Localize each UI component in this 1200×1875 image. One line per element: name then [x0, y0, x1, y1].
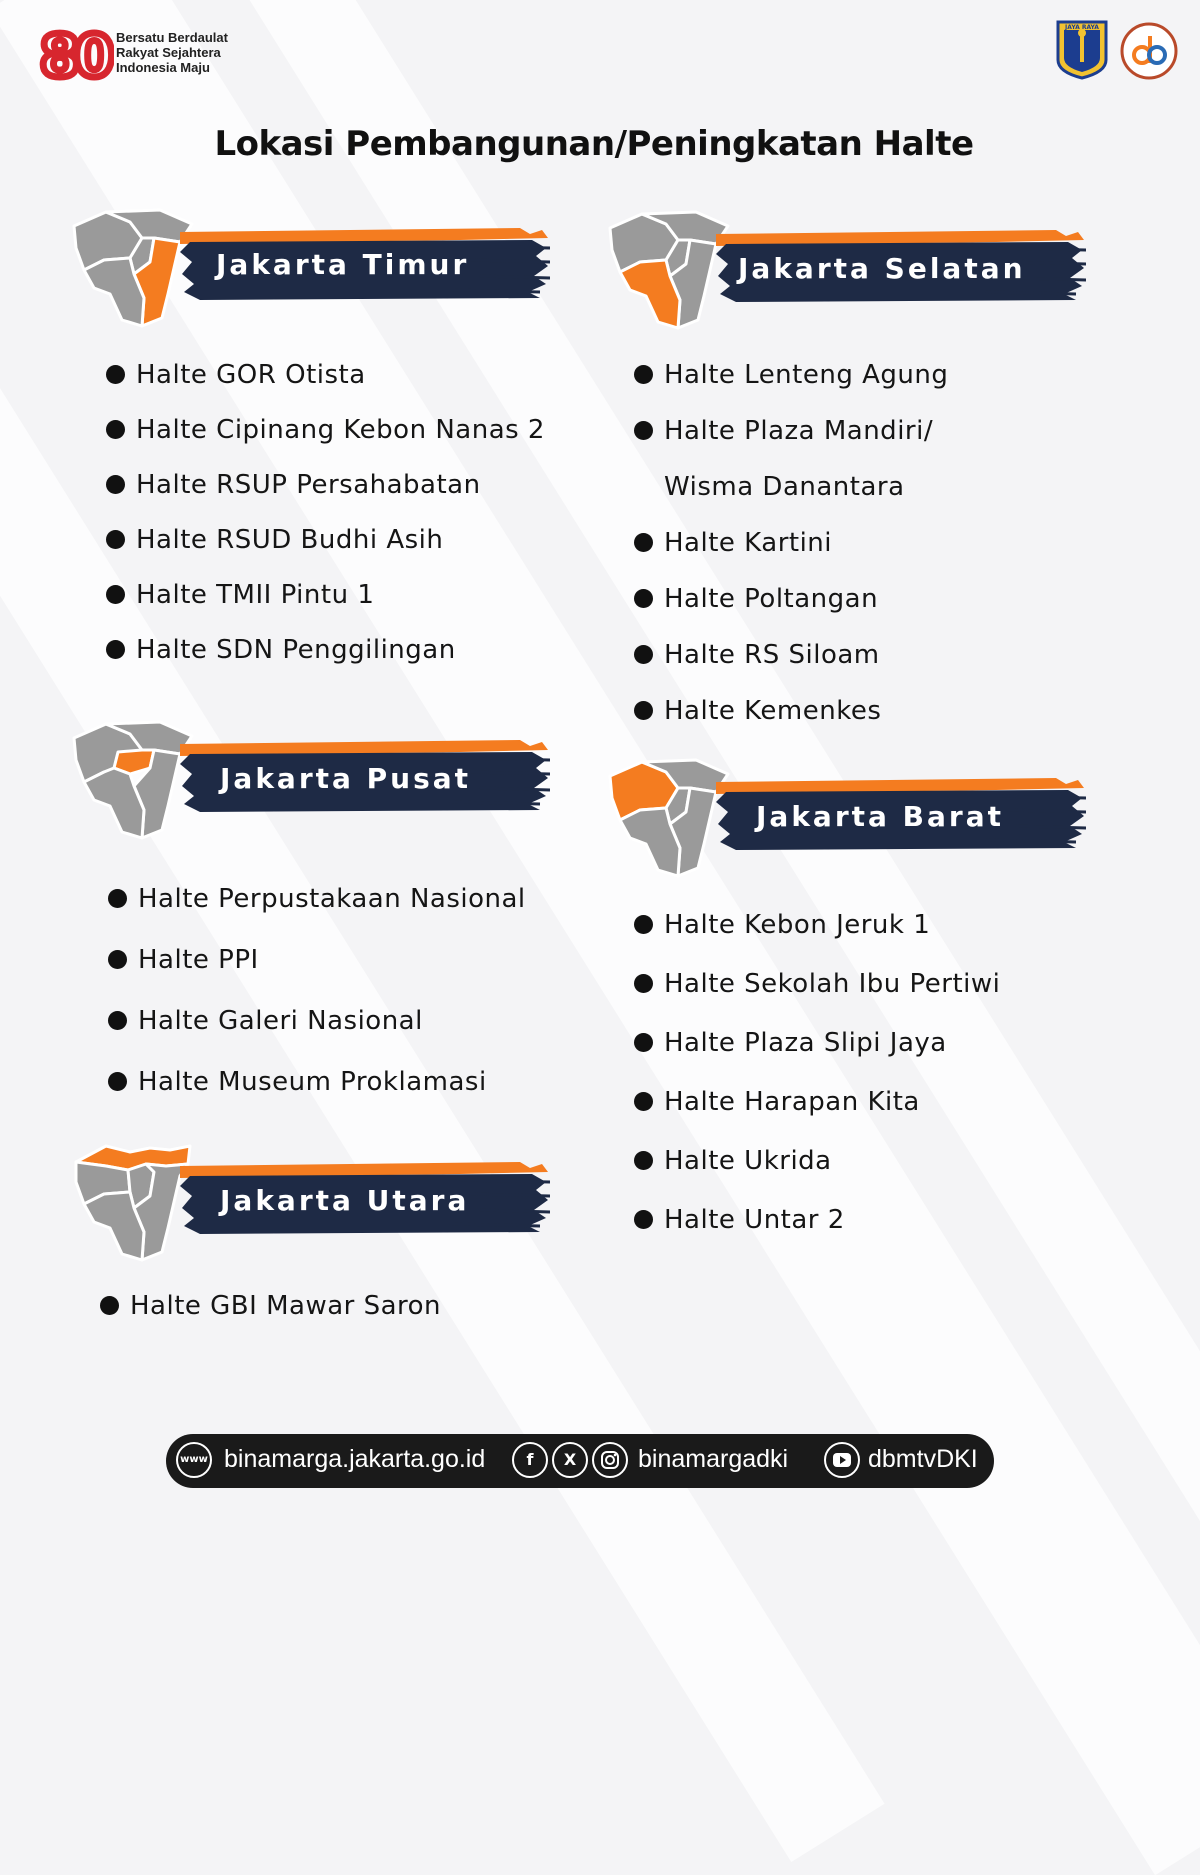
halte-name: Halte Perpustakaan Nasional: [138, 884, 526, 914]
region-jakarta-selatan: [606, 210, 1086, 340]
bullet-icon: [634, 1033, 653, 1052]
list-item: [106, 356, 545, 411]
halte-name: Halte GOR Otista: [136, 360, 366, 390]
list-item: [634, 1201, 1000, 1260]
halte-name: Halte Lenteng Agung: [664, 360, 949, 390]
bullet-icon: [634, 974, 653, 993]
halte-name: Halte RSUP Persahabatan: [136, 470, 481, 500]
tagline-line: Bersatu Berdaulat: [116, 30, 228, 45]
halte-name: Halte Poltangan: [664, 584, 879, 614]
list-item: [108, 941, 526, 1002]
bullet-icon: [108, 950, 127, 969]
list-item: [106, 631, 545, 686]
region-label: Jakarta Utara: [220, 1184, 470, 1217]
bullet-icon: [106, 640, 125, 659]
region-label: Jakarta Barat: [756, 800, 1004, 833]
bullet-icon: [108, 1072, 127, 1091]
list-item: [634, 580, 948, 636]
bullet-icon: [634, 645, 653, 664]
page-title: Lokasi Pembangunan/Peningkatan Halte: [214, 124, 974, 164]
list-item: [634, 1024, 1000, 1083]
list-item: [108, 1063, 526, 1124]
youtube-icon[interactable]: [824, 1442, 860, 1478]
x-icon[interactable]: X: [552, 1442, 588, 1478]
list-item: [634, 692, 948, 748]
halte-name: Halte SDN Penggilingan: [136, 635, 456, 665]
list-item: [106, 466, 545, 521]
bullet-icon: [106, 585, 125, 604]
halte-name: Halte Plaza Mandiri/: [664, 416, 934, 446]
list-item: [108, 1002, 526, 1063]
halte-name: Halte Harapan Kita: [664, 1087, 920, 1117]
bullet-icon: [634, 533, 653, 552]
halte-list-jakarta-timur: [106, 356, 545, 686]
region-label: Jakarta Timur: [216, 248, 470, 281]
halte-name: Halte Untar 2: [664, 1205, 845, 1235]
instagram-glyph: [600, 1450, 620, 1470]
halte-list-jakarta-barat: [634, 906, 1000, 1260]
region-jakarta-utara: [70, 1142, 550, 1272]
halte-name: Halte Kemenkes: [664, 696, 882, 726]
footer-bar: [166, 1434, 994, 1488]
facebook-icon[interactable]: f: [512, 1442, 548, 1478]
list-item: [634, 1083, 1000, 1142]
halte-name: Halte Sekolah Ibu Pertiwi: [664, 969, 1001, 999]
halte-name: Halte Kartini: [664, 528, 832, 558]
list-item: [634, 1142, 1000, 1201]
halte-name: Halte Ukrida: [664, 1146, 832, 1176]
www-icon[interactable]: www: [176, 1442, 212, 1478]
bullet-icon: [100, 1296, 119, 1315]
region-jakarta-barat: [606, 758, 1086, 888]
region-jakarta-pusat: [70, 720, 550, 850]
list-item: [106, 576, 545, 631]
instagram-icon[interactable]: [592, 1442, 628, 1478]
halte-list-jakarta-pusat: [108, 880, 526, 1124]
anniversary-80-logo: [34, 24, 114, 86]
tagline-line: Rakyat Sejahtera: [116, 45, 221, 60]
list-item-continuation: [634, 468, 948, 524]
halte-name: Halte Plaza Slipi Jaya: [664, 1028, 947, 1058]
bullet-icon: [106, 420, 125, 439]
bullet-icon: [106, 365, 125, 384]
list-item: [100, 1287, 441, 1327]
region-label: Jakarta Pusat: [220, 762, 472, 795]
youtube-handle[interactable]: dbmtvDKI: [868, 1445, 978, 1473]
list-item: [634, 356, 948, 412]
svg-text:JAYA RAYA: JAYA RAYA: [1065, 24, 1099, 31]
halte-name: Halte GBI Mawar Saron: [130, 1291, 442, 1321]
list-item: [634, 412, 948, 468]
bullet-icon: [634, 1092, 653, 1111]
halte-list-jakarta-selatan: [634, 356, 948, 748]
jakarta-emblem-icon: [1054, 20, 1110, 80]
youtube-glyph: [832, 1452, 852, 1468]
halte-name: Halte Museum Proklamasi: [138, 1067, 487, 1097]
bullet-icon: [634, 701, 653, 720]
list-item: [108, 880, 526, 941]
social-handle[interactable]: binamargadki: [638, 1445, 789, 1473]
db-logo-icon: [1120, 22, 1178, 80]
bullet-icon: [634, 365, 653, 384]
bullet-icon: [106, 475, 125, 494]
halte-list-jakarta-utara: [100, 1287, 441, 1327]
halte-name: Halte Kebon Jeruk 1: [664, 910, 931, 940]
halte-name: Halte Cipinang Kebon Nanas 2: [136, 415, 545, 445]
bullet-icon: [634, 589, 653, 608]
bullet-icon: [108, 1011, 127, 1030]
bullet-icon: [634, 1151, 653, 1170]
bullet-icon: [634, 915, 653, 934]
halte-name: Halte Galeri Nasional: [138, 1006, 423, 1036]
bullet-icon: [108, 889, 127, 908]
bullet-icon: [634, 421, 653, 440]
region-jakarta-timur: [70, 208, 550, 338]
halte-name: Halte PPI: [138, 945, 259, 975]
list-item: [106, 521, 545, 576]
halte-name: Halte TMII Pintu 1: [136, 580, 375, 610]
bullet-icon: [106, 530, 125, 549]
halte-name: Halte RS Siloam: [664, 640, 880, 670]
list-item: [634, 636, 948, 692]
list-item: [106, 411, 545, 466]
bullet-icon: [634, 1210, 653, 1229]
region-label: Jakarta Selatan: [738, 252, 1026, 285]
list-item: [634, 965, 1000, 1024]
svg-text:80: 80: [39, 24, 109, 86]
tagline-line: Indonesia Maju: [116, 60, 210, 75]
halte-name: Wisma Danantara: [664, 472, 905, 502]
halte-name: Halte RSUD Budhi Asih: [136, 525, 444, 555]
list-item: [634, 524, 948, 580]
tagline: [116, 30, 228, 75]
website-link[interactable]: binamarga.jakarta.go.id: [224, 1445, 486, 1473]
list-item: [634, 906, 1000, 965]
